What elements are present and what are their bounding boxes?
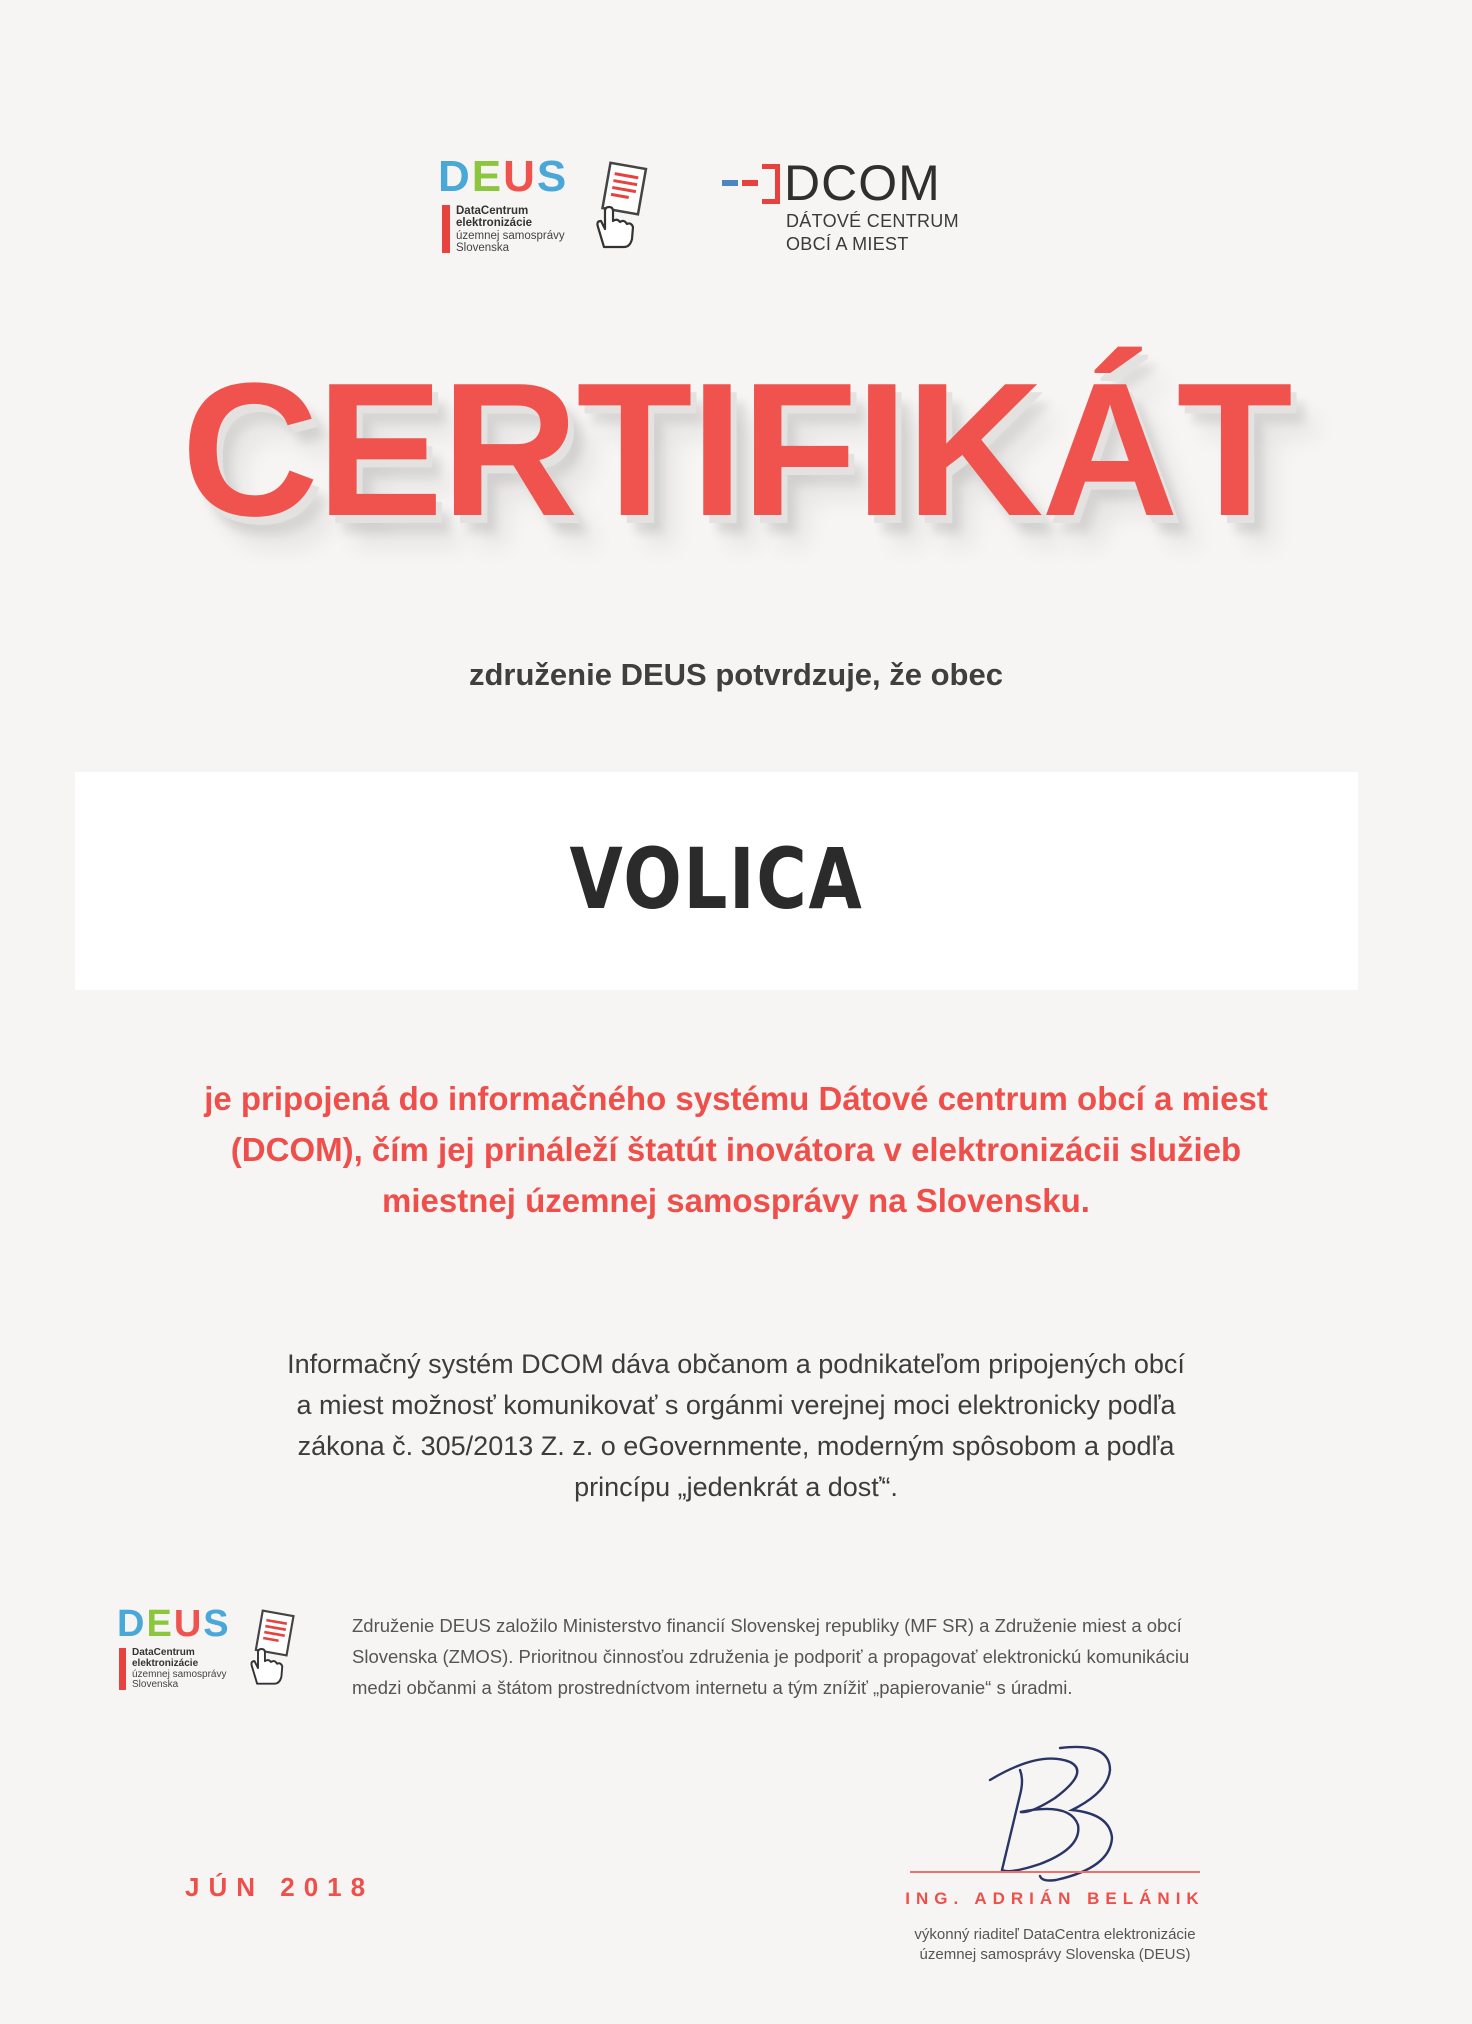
deus-footer-letter-s: S xyxy=(203,1603,231,1645)
certificate-title: CERTIFIKÁT xyxy=(181,344,1291,556)
signer-role-line-2: územnej samosprávy Slovenska (DEUS) xyxy=(919,1946,1191,1963)
deus-footer-letter-e: E xyxy=(146,1603,174,1645)
document-hand-icon-footer xyxy=(245,1609,297,1689)
signer-role xyxy=(860,1925,1250,1965)
dcom-bracket-icon xyxy=(722,164,780,204)
dcom-logo-subtitle xyxy=(786,210,959,255)
info-line-3: zákona č. 305/2013 Z. z. o eGovernmente, moderným spôsobom a podľa xyxy=(297,1431,1175,1461)
municipality-box xyxy=(75,772,1358,990)
deus-about-paragraph xyxy=(352,1610,1282,1703)
deus-letter-s: S xyxy=(536,152,569,201)
about-line-2: Slovenska (ZMOS). Prioritnou činnosťou združenia je podporiť a propagovať elektronickú komunikáciu xyxy=(352,1646,1190,1667)
deus-letter-d: D xyxy=(438,152,472,201)
dcom-info-paragraph xyxy=(140,1344,1332,1508)
deus-footer-letter-d: D xyxy=(117,1603,147,1645)
info-line-1: Informačný systém DCOM dáva občanom a podnikateľom pripojených obcí xyxy=(287,1349,1185,1379)
deus-line-4: Slovenska xyxy=(456,242,510,255)
deus-letter-e: E xyxy=(471,152,504,201)
deus-letter-u: U xyxy=(503,152,537,201)
deus-footer-word xyxy=(117,1605,231,1643)
intro-text: združenie DEUS potvrdzuje, že obec xyxy=(469,657,1003,692)
deus-footer-letter-u: U xyxy=(173,1603,204,1645)
statement-line-1: je pripojená do informačného systému Dátové centrum obcí a miest xyxy=(204,1080,1268,1117)
statement-line-3: miestnej územnej samosprávy na Slovensku. xyxy=(382,1182,1090,1219)
handwritten-signature xyxy=(960,1740,1130,1890)
dcom-logo-word: DCOM xyxy=(784,155,941,211)
deus-footer-red-bar xyxy=(119,1648,126,1690)
signer-role-line-1: výkonný riaditeľ DataCentra elektronizácie xyxy=(914,1926,1196,1943)
document-hand-icon xyxy=(590,161,650,253)
about-line-1: Združenie DEUS založilo Ministerstvo financií Slovenskej republiky (MF SR) a Združenie miest a obcí xyxy=(352,1615,1182,1636)
info-line-2: a miest možnosť komunikovať s orgánmi verejnej moci elektronicky podľa xyxy=(296,1390,1176,1420)
dcom-line-1: DÁTOVÉ CENTRUM xyxy=(786,211,959,231)
signature-line xyxy=(910,1871,1200,1873)
dcom-logo xyxy=(722,155,982,260)
deus-footer-line-1: DataCentrum xyxy=(132,1647,195,1658)
deus-line-1: DataCentrum xyxy=(456,205,529,217)
municipality-name: VOLICA xyxy=(569,830,864,928)
certificate-statement xyxy=(60,1073,1412,1226)
deus-footer-line-4: Slovenska xyxy=(132,1679,179,1691)
signer-name: ING. ADRIÁN BELÁNIK xyxy=(905,1889,1205,1908)
deus-logo-header xyxy=(438,152,648,255)
info-line-4: princípu „jedenkrát a dosť“. xyxy=(574,1472,898,1502)
about-line-3: medzi občanmi a štátom prostredníctvom internetu a tým znížiť „papierovanie“ s úradmi. xyxy=(352,1677,1073,1698)
issue-date: JÚN 2018 xyxy=(185,1872,375,1902)
deus-logo-word xyxy=(438,152,569,201)
deus-footer-subtitle xyxy=(132,1648,226,1691)
deus-footer-line-3: územnej samosprávy xyxy=(132,1668,227,1680)
deus-line-3: územnej samosprávy xyxy=(456,229,565,242)
deus-logo-subtitle xyxy=(456,205,565,255)
statement-line-2: (DCOM), čím jej prináleží štatút inovátora v elektronizácii služieb xyxy=(230,1131,1242,1168)
deus-footer-line-2: elektronizácie xyxy=(132,1657,199,1669)
deus-line-2: elektronizácie xyxy=(456,217,533,230)
deus-logo-footer xyxy=(117,1605,297,1695)
dcom-line-2: OBCÍ A MIEST xyxy=(786,233,909,254)
deus-red-bar xyxy=(442,205,450,253)
